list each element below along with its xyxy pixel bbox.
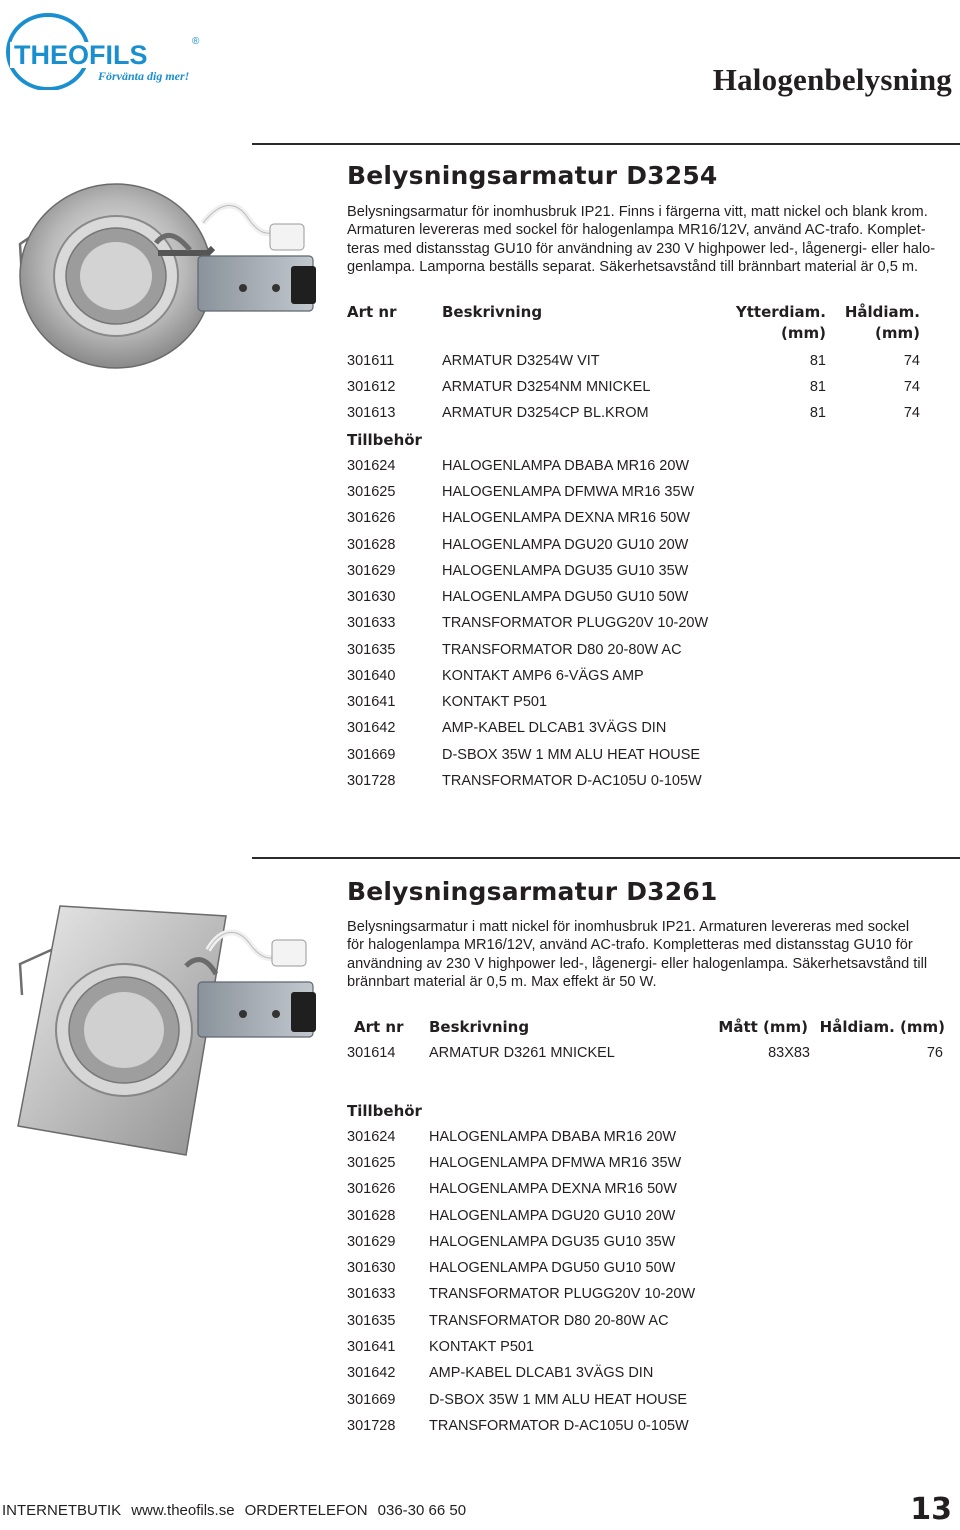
footer-contact (2, 1502, 476, 1519)
art-nr: 301629 (347, 563, 396, 579)
col-header-art-nr: Art nr (347, 303, 397, 321)
description: ARMATUR D3261 MNICKEL (429, 1045, 615, 1061)
col-header-matt: Mått (mm) (718, 1018, 808, 1036)
description-line: Belysningsarmatur för inomhusbruk IP21. Finns i färgerna vitt, matt nickel och blank krom. (347, 204, 928, 220)
description: TRANSFORMATOR PLUGG20V 10-20W (442, 615, 709, 631)
description: HALOGENLAMPA DGU50 GU10 50W (442, 589, 689, 605)
art-nr: 301630 (347, 1260, 396, 1276)
col-header-beskrivning: Beskrivning (429, 1018, 530, 1036)
description: HALOGENLAMPA DFMWA MR16 35W (429, 1155, 682, 1171)
description-line: brännbart material är 0,5 m. Max effekt är 50 W. (347, 974, 657, 991)
product-image-d3261 (8, 880, 343, 1170)
section-description-d3254 (347, 203, 947, 277)
brand-tagline: Förvänta dig mer! (98, 69, 190, 83)
section-title-d3261: Belysningsarmatur D3261 (347, 877, 718, 906)
section-description-d3261 (347, 918, 947, 992)
description-line: genlampa. Lamporna beställs separat. Säkerhetsavstånd till brännbart material är 0,5 m. (347, 259, 919, 276)
brand-logo[interactable] (4, 6, 204, 90)
order-phone[interactable]: 036-30 66 50 (377, 1502, 467, 1519)
description: AMP-KABEL DLCAB1 3VÄGS DIN (429, 1365, 654, 1381)
ytterdiam-label: Ytterdiam. (735, 303, 826, 321)
art-nr: 301629 (347, 1234, 396, 1250)
haldiam-value: 74 (903, 379, 920, 395)
brand-name: THEOFILS (14, 40, 148, 70)
order-label: ORDERTELEFON (244, 1502, 368, 1519)
art-nr: 301669 (347, 1392, 396, 1408)
webshop-label: INTERNETBUTIK (2, 1502, 122, 1519)
col-header-beskrivning: Beskrivning (442, 303, 543, 321)
art-nr: 301628 (347, 1208, 396, 1224)
art-nr: 301611 (347, 353, 395, 369)
art-nr: 301614 (347, 1045, 396, 1061)
art-nr: 301728 (347, 773, 396, 789)
description-line: för halogenlampa MR16/12V, använd AC-trafo. Kompletteras med distansstag GU10 för (347, 937, 913, 954)
col-header-art-nr: Art nr (354, 1018, 404, 1036)
description: ARMATUR D3254CP BL.KROM (442, 405, 649, 421)
description: KONTAKT P501 (429, 1339, 535, 1355)
art-nr: 301626 (347, 510, 396, 526)
art-nr: 301633 (347, 1286, 396, 1302)
accessories-title: Tillbehör (347, 1102, 422, 1120)
description: KONTAKT AMP6 6-VÄGS AMP (442, 668, 644, 684)
ytterdiam-value: 81 (809, 379, 826, 395)
description: HALOGENLAMPA DGU20 GU10 20W (442, 537, 689, 553)
art-nr: 301625 (347, 1155, 396, 1171)
art-nr: 301669 (347, 747, 396, 763)
haldiam-unit: (mm) (875, 324, 920, 342)
art-nr: 301635 (347, 1313, 396, 1329)
description: D-SBOX 35W 1 MM ALU HEAT HOUSE (429, 1392, 688, 1408)
art-nr: 301728 (347, 1418, 396, 1434)
art-nr: 301624 (347, 458, 396, 474)
haldiam-value: 74 (903, 405, 920, 421)
description: HALOGENLAMPA DEXNA MR16 50W (442, 510, 690, 526)
description: HALOGENLAMPA DGU50 GU10 50W (429, 1260, 676, 1276)
description: ARMATUR D3254W VIT (442, 353, 600, 369)
art-nr: 301635 (347, 642, 396, 658)
art-nr: 301626 (347, 1181, 396, 1197)
section-divider (252, 857, 960, 859)
description: KONTAKT P501 (442, 694, 548, 710)
description: TRANSFORMATOR D-AC105U 0-105W (442, 773, 702, 789)
art-nr: 301642 (347, 1365, 396, 1381)
description: TRANSFORMATOR D80 20-80W AC (429, 1313, 669, 1329)
description-line: användning av 230 V highpower led-, lågenergi- eller halogenlampa. Säkerhetsavstånd till (347, 955, 928, 972)
art-nr: 301641 (347, 694, 396, 710)
description: D-SBOX 35W 1 MM ALU HEAT HOUSE (442, 747, 701, 763)
art-nr: 301633 (347, 615, 396, 631)
description: HALOGENLAMPA DBABA MR16 20W (442, 458, 690, 474)
art-nr: 301613 (347, 405, 396, 421)
description: TRANSFORMATOR D-AC105U 0-105W (429, 1418, 689, 1434)
col-header-ytterdiam (716, 302, 826, 344)
description-line: Armaturen levereras med sockel för halogenlampa MR16/12V, använd AC-trafo. Komplet- (347, 222, 926, 239)
description-line: teras med distansstag GU10 för användning av 230 V highpower led-, lågenergi- eller halo- (347, 240, 936, 257)
section-divider (252, 143, 960, 145)
art-nr: 301625 (347, 484, 396, 500)
art-nr: 301628 (347, 537, 396, 553)
product-image-d3254 (8, 158, 343, 408)
ytterdiam-value: 81 (809, 405, 826, 421)
description-line: Belysningsarmatur i matt nickel för inomhusbruk IP21. Armaturen levereras med sockel (347, 919, 910, 935)
haldiam-value: 74 (903, 353, 920, 369)
haldiam-label: Håldiam. (844, 303, 920, 321)
webshop-link[interactable]: www.theofils.se (131, 1502, 235, 1519)
ytterdiam-unit: (mm) (781, 324, 826, 342)
page-number: 13 (910, 1492, 952, 1527)
ytterdiam-value: 81 (809, 353, 826, 369)
art-nr: 301624 (347, 1129, 396, 1145)
accessories-title: Tillbehör (347, 431, 422, 449)
description: HALOGENLAMPA DFMWA MR16 35W (442, 484, 695, 500)
art-nr: 301640 (347, 668, 396, 684)
art-nr: 301612 (347, 379, 396, 395)
art-nr: 301630 (347, 589, 396, 605)
description: ARMATUR D3254NM MNICKEL (442, 379, 651, 395)
col-header-haldiam (830, 302, 920, 344)
page-title: Halogenbelysning (712, 62, 952, 97)
description: AMP-KABEL DLCAB1 3VÄGS DIN (442, 720, 667, 736)
registered-mark: ® (192, 36, 200, 47)
footer (0, 1490, 960, 1530)
description: HALOGENLAMPA DGU35 GU10 35W (442, 563, 689, 579)
description: HALOGENLAMPA DGU20 GU10 20W (429, 1208, 676, 1224)
description: TRANSFORMATOR PLUGG20V 10-20W (429, 1286, 696, 1302)
description: HALOGENLAMPA DBABA MR16 20W (429, 1129, 677, 1145)
description: HALOGENLAMPA DGU35 GU10 35W (429, 1234, 676, 1250)
col-header-haldiam: Håldiam. (mm) (819, 1018, 945, 1036)
section-title-d3254: Belysningsarmatur D3254 (347, 161, 718, 190)
art-nr: 301641 (347, 1339, 396, 1355)
haldiam-value: 76 (926, 1045, 943, 1061)
description: TRANSFORMATOR D80 20-80W AC (442, 642, 682, 658)
art-nr: 301642 (347, 720, 396, 736)
description: HALOGENLAMPA DEXNA MR16 50W (429, 1181, 677, 1197)
matt-value: 83X83 (768, 1045, 810, 1061)
